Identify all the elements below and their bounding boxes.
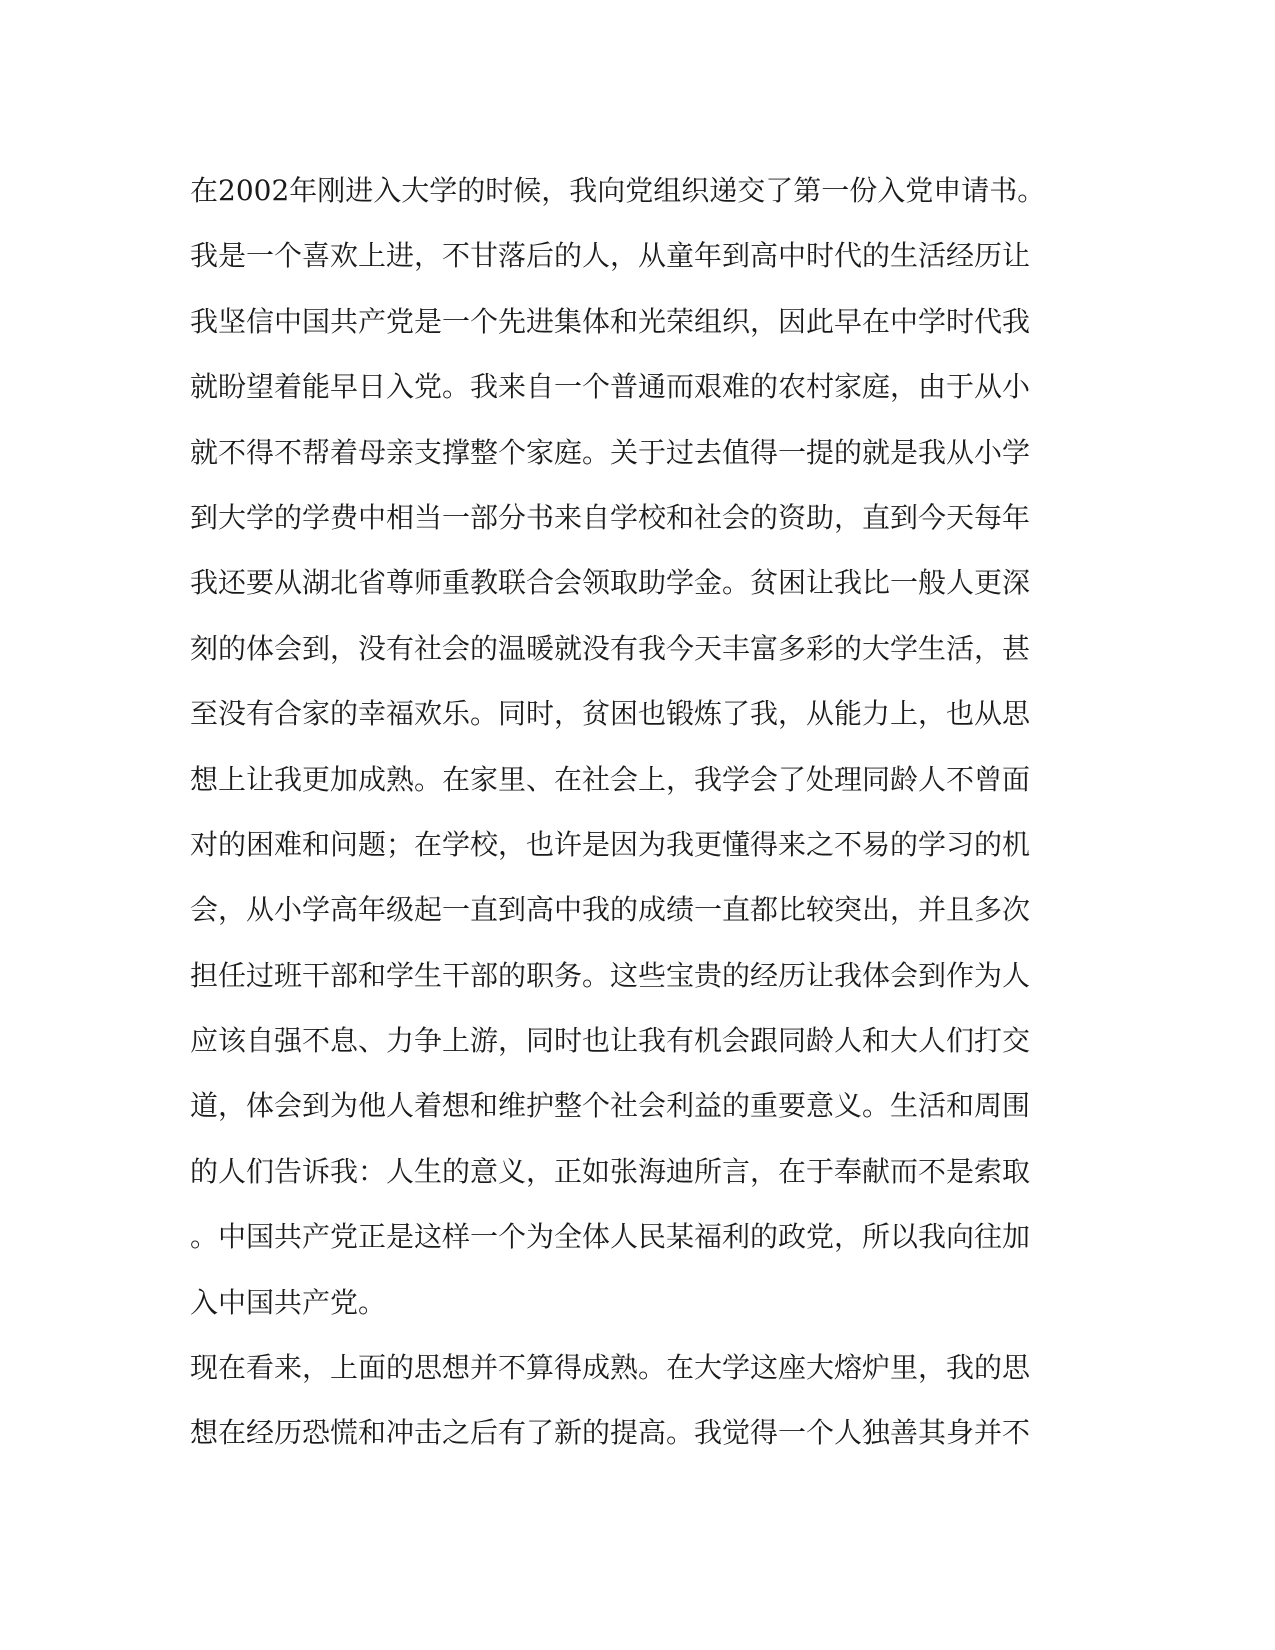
text-line: 现在看来，上面的思想并不算得成熟。在大学这座大熔炉里，我的思 <box>190 1351 1031 1385</box>
text-line: 想在经历恐慌和冲击之后有了新的提高。我觉得一个人独善其身并不 <box>190 1416 1031 1450</box>
text-line: 。中国共产党正是这样一个为全体人民某福利的政党，所以我向往加 <box>190 1220 1031 1254</box>
text-line: 在2002年刚进入大学的时候，我向党组织递交了第一份入党申请书。 <box>190 174 1046 207</box>
text-line: 刻的体会到，没有社会的温暖就没有我今天丰富多彩的大学生活，甚 <box>190 631 1031 665</box>
text-line: 想上让我更加成熟。在家里、在社会上，我学会了处理同龄人不曾面 <box>190 762 1031 796</box>
text-line: 就不得不帮着母亲支撑整个家庭。关于过去值得一提的就是我从小学 <box>190 435 1031 469</box>
text-line: 担任过班干部和学生干部的职务。这些宝贵的经历让我体会到作为人 <box>190 958 1031 992</box>
text-line: 就盼望着能早日入党。我来自一个普通而艰难的农村家庭，由于从小 <box>190 370 1031 404</box>
text-line: 到大学的学费中相当一部分书来自学校和社会的资助，直到今天每年 <box>190 500 1031 534</box>
text-line: 我还要从湖北省尊师重教联合会领取助学金。贫困让我比一般人更深 <box>190 566 1031 600</box>
text-line: 的人们告诉我：人生的意义，正如张海迪所言，在于奉献而不是索取 <box>190 1154 1031 1188</box>
body-text <box>190 158 1070 1466</box>
text-line: 应该自强不息、力争上游，同时也让我有机会跟同龄人和大人们打交 <box>190 1024 1031 1058</box>
text-line: 对的困难和问题；在学校，也许是因为我更懂得来之不易的学习的机 <box>190 827 1031 861</box>
text-line: 我是一个喜欢上进，不甘落后的人，从童年到高中时代的生活经历让 <box>190 239 1031 273</box>
text-line: 入中国共产党。 <box>190 1285 387 1319</box>
text-line: 道，体会到为他人着想和维护整个社会利益的重要意义。生活和周围 <box>190 1089 1031 1123</box>
text-line: 我坚信中国共产党是一个先进集体和光荣组织，因此早在中学时代我 <box>190 304 1031 338</box>
text-line: 会，从小学高年级起一直到高中我的成绩一直都比较突出，并且多次 <box>190 893 1031 927</box>
text-line: 至没有合家的幸福欢乐。同时，贫困也锻炼了我，从能力上，也从思 <box>190 697 1031 731</box>
